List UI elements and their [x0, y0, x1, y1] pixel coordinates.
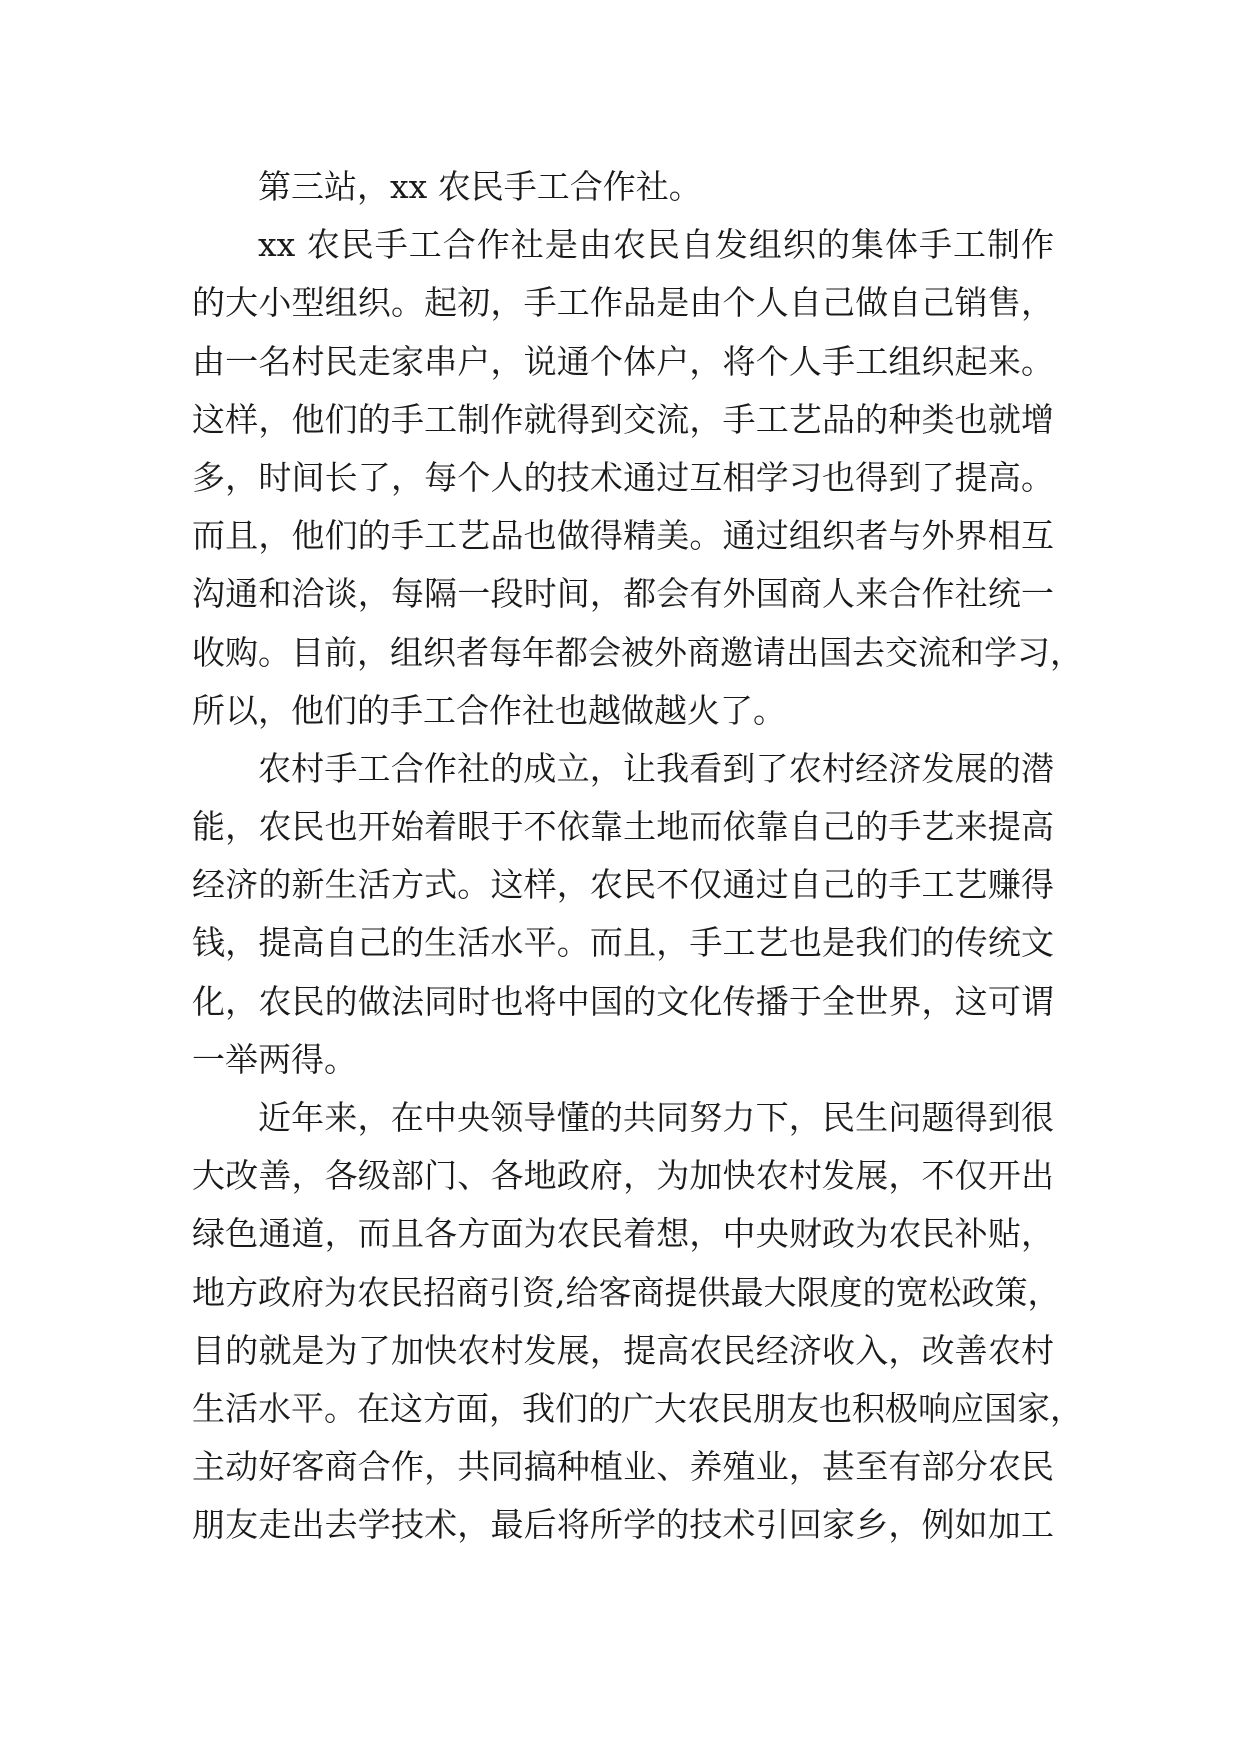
paragraph-2-line-6: 而且，他们的手工艺品也做得精美。通过组织者与外界相互: [192, 516, 1054, 556]
paragraph-3-line-5: 化，农民的做法同时也将中国的文化传播于全世界，这可谓: [192, 981, 1054, 1021]
body-text: [192, 158, 1083, 1555]
paragraph-3-line-6: 一举两得。: [192, 1039, 357, 1079]
paragraph-4-line-3: 绿色通道，而且各方面为农民着想，中央财政为农民补贴，: [192, 1214, 1054, 1254]
paragraph-2-line-5: 多，时间长了，每个人的技术通过互相学习也得到了提高。: [192, 457, 1054, 497]
paragraph-2-line-7: 沟通和洽谈，每隔一段时间，都会有外国商人来合作社统一: [192, 574, 1054, 614]
paragraph-1-line-1: 第三站，xx 农民手工合作社。: [258, 167, 702, 206]
paragraph-3-line-3: 经济的新生活方式。这样，农民不仅通过自己的手工艺赚得: [192, 865, 1054, 905]
paragraph-4-line-5: 目的就是为了加快农村发展，提高农民经济收入，改善农村: [192, 1330, 1054, 1370]
paragraph-4-line-7: 主动好客商合作，共同搞种植业、养殖业，甚至有部分农民: [192, 1447, 1054, 1487]
paragraph-3-line-4: 钱，提高自己的生活水平。而且，手工艺也是我们的传统文: [192, 923, 1054, 963]
paragraph-2-line-1: xx 农民手工合作社是由农民自发组织的集体手工制作: [258, 225, 1054, 265]
paragraph-4-line-4: 地方政府为农民招商引资,给客商提供最大限度的宽松政策，: [192, 1272, 1061, 1312]
paragraph-3-line-2: 能，农民也开始着眼于不依靠土地而依靠自己的手艺来提高: [192, 807, 1054, 847]
paragraph-4-line-2: 大改善，各级部门、各地政府，为加快农村发展，不仅开出: [192, 1156, 1054, 1196]
paragraph-2-line-2: 的大小型组织。起初，手工作品是由个人自己做自己销售，: [192, 283, 1054, 323]
paragraph-3-line-1: 农村手工合作社的成立，让我看到了农村经济发展的潜: [258, 748, 1054, 788]
paragraph-2-line-9: 所以，他们的手工合作社也越做越火了。: [192, 690, 786, 730]
paragraph-4-line-8: 朋友走出去学技术，最后将所学的技术引回家乡，例如加工: [192, 1505, 1054, 1545]
paragraph-2-line-3: 由一名村民走家串户，说通个体户，将个人手工组织起来。: [192, 341, 1054, 381]
paragraph-2-line-8: 收购。目前，组织者每年都会被外商邀请出国去交流和学习，: [192, 632, 1083, 672]
paragraph-4-line-1: 近年来，在中央领导懂的共同努力下，民生问题得到很: [258, 1098, 1054, 1137]
paragraph-2-line-4: 这样，他们的手工制作就得到交流，手工艺品的种类也就增: [192, 399, 1054, 439]
paragraph-4-line-6: 生活水平。在这方面，我们的广大农民朋友也积极响应国家，: [192, 1388, 1083, 1428]
